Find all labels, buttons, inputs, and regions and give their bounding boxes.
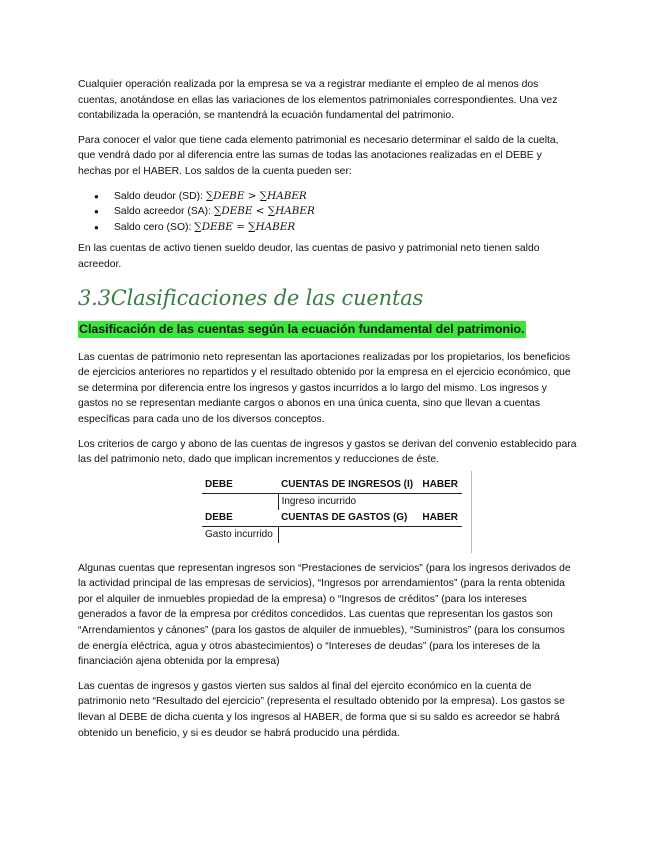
subsection-heading: Clasificación de las cuentas según la ecuación fundamental del patrimonio. [79,321,525,336]
income-title: CUENTAS DE INGRESOS (I) [278,477,419,494]
paragraph-balance: Para conocer el valor que tiene cada elemento patrimonial es necesario determinar el saldo de la cuelta, que vendrá dado por al diferencia entre las sumas de todas las anotaciones realizadas en el DEBE y hechas por el HABER. Los saldos de la cuenta pueden ser: [78,134,559,177]
expense-title: CUENTAS DE GASTOS (G) [278,510,419,527]
divider [471,471,472,553]
list-item: ● Saldo acreedor (SA): ∑DEBE < ∑HABER [114,204,578,220]
paragraph-criteria: Los criterios de cargo y abono de las cuentas de ingresos y gastos se derivan del convenio establecido para las del patrimonio neto, dado que implican incrementos y reducciones de éste. [78,438,577,466]
paragraph-asset-liability: En las cuentas de activo tienen sueldo deudor, las cuentas de pasivo y patrimonial neto tienen saldo acreedor. [78,243,540,270]
list-item: ● Saldo cero (SO): ∑DEBE = ∑HABER [114,220,578,236]
paragraph-examples: Algunas cuentas que representan ingresos son “Prestaciones de servicios” (para los ingresos derivados de la actividad principal de las empresas de servicios), “Ingresos por arrendamientos” (para la renta obtenida por el alquiler de inmuebles propiedad de la empresa) o “Ingresos de créditos” (para los intereses generados a favor de la empresa por créditos concedidos. Las cuentas que representan los gastos son “Arrendamientos y cánones” (para los gastos de alquiler de inmuebles), “Suministros” (para los consumos de energía eléctrica, agua y otros abastecimientos) o “Intereses de deudas” (para los intereses de la financiación ajena obtenida por la empresa) [78,562,571,668]
balance-types-list [78,189,578,236]
document-page [78,77,578,750]
income-debe-header: DEBE [202,477,278,494]
paragraph-result: Las cuentas de ingresos y gastos vierten sus saldos al final del ejercito económico en la cuenta de patrimonio neto “Resultado del ejercicio” (representa el resultado obtenido por la empresa). Los gastos se llevan al DEBE de dicha cuenta y los ingresos al HABER, de forma que si su saldo es acreedor se habrá obtenido un beneficio, y si es deudor se habrá producido una pérdida. [78,680,565,739]
expense-entry: Gasto incurrido [205,529,273,541]
paragraph-equity: Las cuentas de patrimonio neto representan las aportaciones realizadas por los propietarios, los beneficios de ejercicios anteriores no repartidos y el resultado obtenido por la empresa en el ejercicio económico, que se determina por diferencia entre los ingresos y gastos incurridos a lo largo del mismo. Los ingresos y gastos no se representan mediante cargos o abonos en una única cuenta, sino que llevan a cuentas específicas para cada uno de los diversos conceptos. [78,351,571,425]
income-entry: Ingreso incurrido [278,493,462,510]
formula: ∑DEBE > ∑HABER [205,189,307,202]
formula: ∑DEBE < ∑HABER [213,205,315,218]
paragraph-operations: Cualquier operación realizada por la empresa se va a registrar mediante el empleo de al menos dos cuentas, anotándose en ellas las variaciones de los elementos patrimoniales correspondientes. Una vez contabilizada la operación, se mantendrá la ecuación fundamental del patrimonio. [78,79,558,122]
formula: ∑DEBE = ∑HABER [194,220,296,233]
list-item: ● Saldo deudor (SD): ∑DEBE > ∑HABER [114,189,578,205]
section-heading: 3.3Clasificaciones de las cuentas [78,285,424,310]
expense-debe-header: DEBE [202,510,278,527]
expense-haber-header: HABER [419,510,462,527]
t-accounts-table [202,477,462,543]
t-accounts-diagram [202,477,472,543]
income-haber-header: HABER [419,477,462,494]
